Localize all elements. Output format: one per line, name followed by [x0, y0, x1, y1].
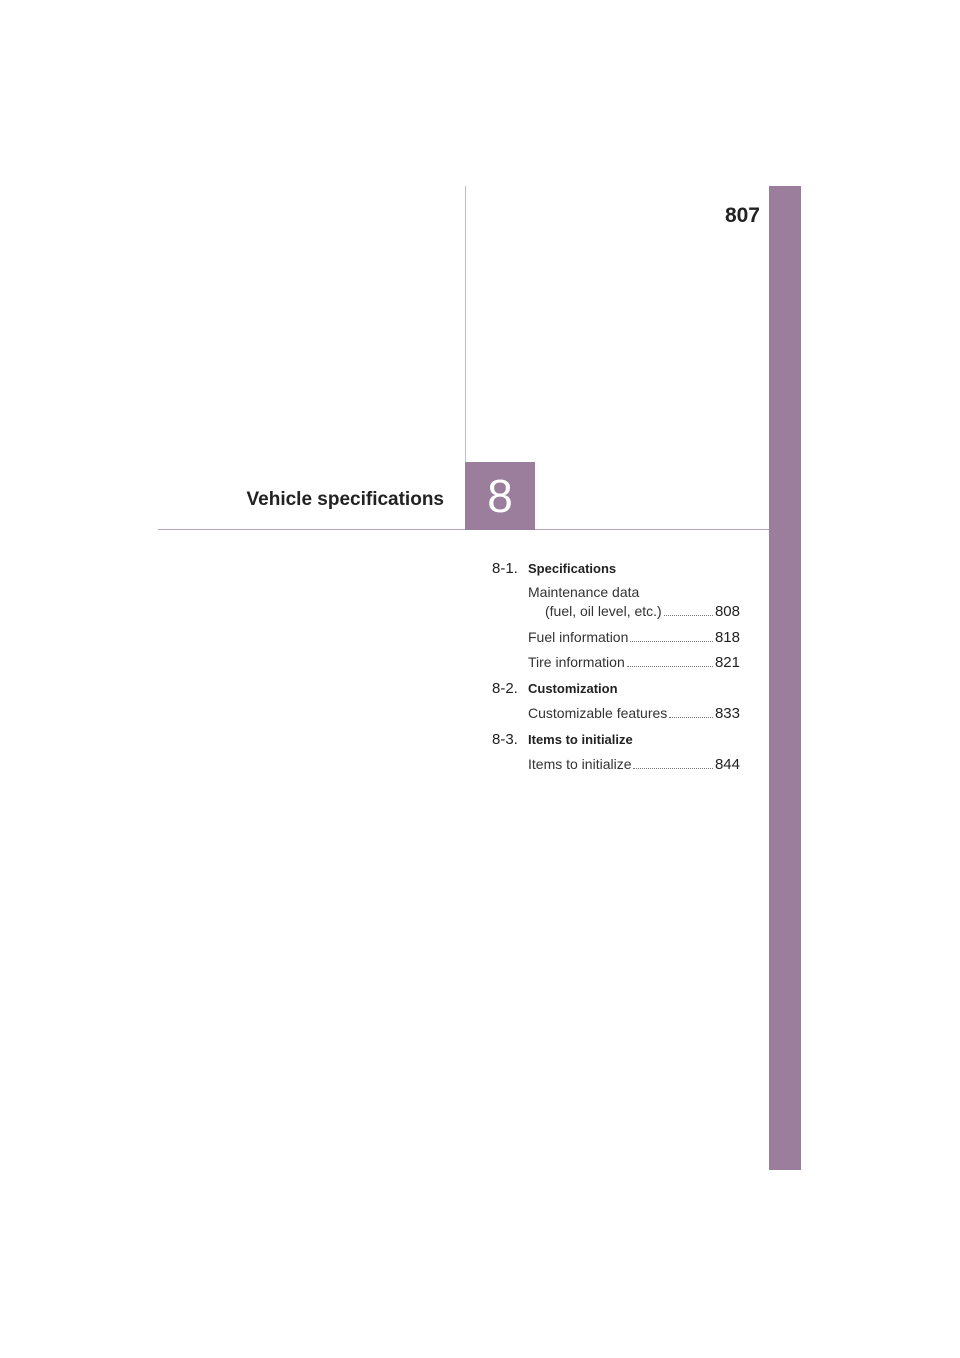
entry-label: Items to initialize: [528, 756, 632, 772]
leader-dots: [633, 768, 712, 769]
entry-label: Tire information: [528, 654, 625, 670]
entry-page: 821: [714, 654, 740, 671]
chapter-number-box: 8: [465, 462, 535, 530]
entry-page: 833: [714, 705, 740, 722]
chapter-title: Vehicle specifications: [246, 489, 444, 510]
section-title: Items to initialize: [528, 732, 633, 747]
section-number: 8-2.: [492, 680, 518, 697]
entry-page: 818: [714, 629, 740, 646]
entry-label: Fuel information: [528, 629, 629, 645]
chapter-side-tab: [769, 186, 801, 1170]
toc-section-8-1[interactable]: [492, 560, 740, 577]
table-of-contents: [492, 560, 740, 773]
leader-dots: [627, 666, 713, 667]
page-number: 807: [724, 204, 760, 227]
horizontal-rule: [158, 529, 770, 530]
toc-entry-fuel-information[interactable]: [528, 629, 740, 646]
section-number: 8-3.: [492, 731, 518, 748]
toc-entry-customizable-features[interactable]: [528, 705, 740, 722]
toc-section-8-3[interactable]: [492, 731, 740, 748]
entry-page: 808: [714, 603, 740, 620]
toc-entry-maintenance-data[interactable]: [528, 584, 740, 620]
section-number: 8-1.: [492, 560, 518, 577]
toc-entry-items-to-initialize[interactable]: [528, 756, 740, 773]
entry-label: Customizable features: [528, 705, 668, 721]
section-title: Customization: [528, 681, 618, 696]
leader-dots: [669, 717, 713, 718]
entry-label: (fuel, oil level, etc.): [545, 603, 662, 619]
entry-label-line1: Maintenance data: [528, 584, 640, 600]
toc-section-8-2[interactable]: [492, 680, 740, 697]
leader-dots: [630, 641, 713, 642]
vertical-rule: [465, 186, 466, 462]
toc-entry-tire-information[interactable]: [528, 654, 740, 671]
section-title: Specifications: [528, 561, 617, 576]
leader-dots: [664, 615, 713, 616]
entry-page: 844: [714, 756, 740, 773]
